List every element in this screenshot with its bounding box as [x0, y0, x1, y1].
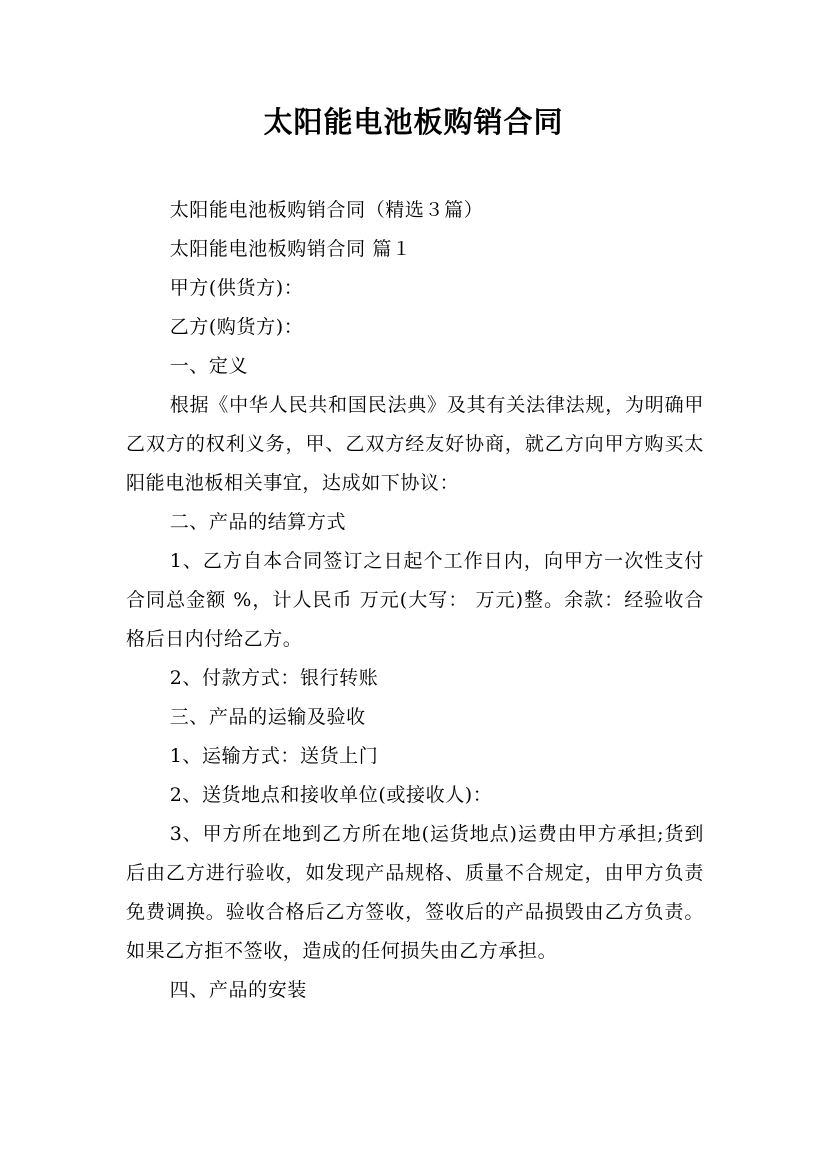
document-body — [126, 191, 704, 1010]
paragraph-definition: 根据《中华人民共和国民法典》及其有关法律法规，为明确甲乙双方的权利义务，甲、乙双方经友好协商，就乙方向甲方购买太阳能电池板相关事宜，达成如下协议： — [126, 394, 704, 494]
paragraph-part-heading: 太阳能电池板购销合同 篇１ — [169, 238, 412, 260]
section-heading-definition: 一、定义 — [169, 355, 249, 377]
paragraph-subtitle: 太阳能电池板购销合同（精选３篇） — [169, 199, 484, 221]
paragraph-settlement-2: 2、付款方式：银行转账 — [169, 667, 379, 689]
section-heading-settlement: 二、产品的结算方式 — [169, 511, 347, 533]
document-title: 太阳能电池板购销合同 — [263, 105, 564, 139]
paragraph-transport-1: 1、运输方式：送货上门 — [169, 745, 379, 767]
section-heading-transport: 三、产品的运输及验收 — [169, 706, 366, 728]
paragraph-transport-3: 3、甲方所在地到乙方所在地(运货地点)运费由甲方承担;货到后由乙方进行验收，如发现产品规格、质量不合规定，由甲方负责免费调换。验收合格后乙方签收，签收后的产品损毁由乙方负责。如果乙方拒不签收，造成的任何损失由乙方承担。 — [126, 823, 704, 962]
section-heading-installation: 四、产品的安装 — [169, 979, 307, 1001]
paragraph-party-b: 乙方(购货方)： — [169, 316, 304, 338]
paragraph-party-a: 甲方(供货方)： — [169, 277, 304, 299]
paragraph-settlement-1: 1、乙方自本合同签订之日起个工作日内，向甲方一次性支付合同总金额 %，计人民币 万元(大写： 万元)整。余款：经验收合格后日内付给乙方。 — [126, 550, 704, 650]
paragraph-transport-2: 2、送货地点和接收单位(或接收人)： — [169, 784, 493, 806]
